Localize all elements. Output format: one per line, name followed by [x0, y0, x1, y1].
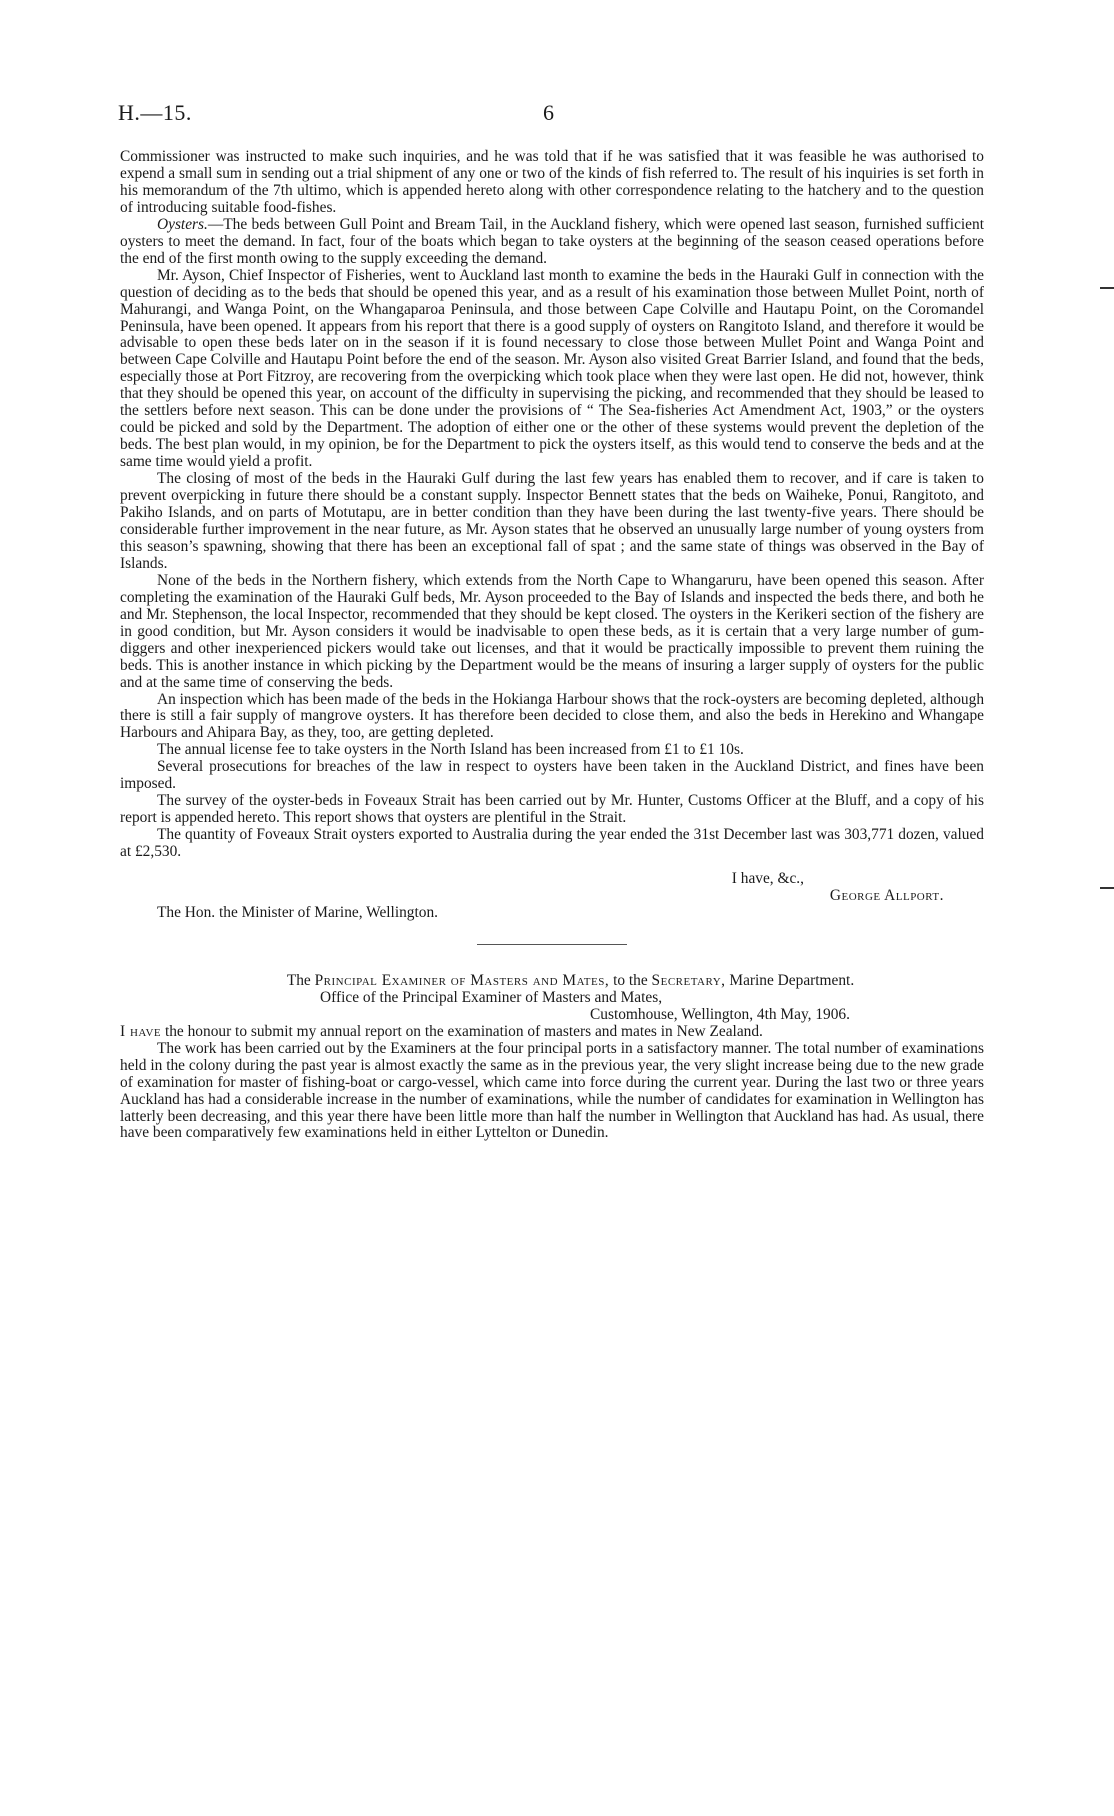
oysters-text: —The beds between Gull Point and Bream Tail, in the Auckland fishery, which were opened last season, furnished sufficient oysters to meet the demand. In fact, four of the boats which began to take oysters at the beginning of the season ceased operations before the end of the first month owing to the supply exceeding the demand. — [120, 215, 984, 267]
letter-heading — [120, 973, 984, 990]
heading-to-word: to the — [613, 971, 648, 989]
section-divider — [477, 944, 627, 945]
opening-text: the honour to submit my annual report on the examination of masters and mates in New Zealand. — [161, 1022, 763, 1040]
paragraph-export-quantity: The quantity of Foveaux Strait oysters exported to Australia during the year ended the 31st December last was 303,771 dozen, valued at £2,530. — [120, 826, 984, 861]
paragraph-opening — [120, 1024, 984, 1041]
opening-cap: I have — [120, 1022, 162, 1040]
recipient-line: The Hon. the Minister of Marine, Wellington. — [157, 903, 439, 921]
signoff-signature: George Allport. — [829, 886, 944, 904]
address-line-2: Customhouse, Wellington, 4th May, 1906. — [590, 1005, 850, 1023]
margin-mark — [1100, 287, 1114, 289]
paragraph-oysters — [120, 217, 984, 268]
paragraph-northern-fishery: None of the beds in the Northern fishery, which extends from the North Cape to Whangaruru, have been opened this season. After completing the examination of the Hauraki Gulf beds, Mr. Ayson proceeded to the Bay of Islands and inspected the beds there, and both he and Mr. Stephenson, the local Inspector, recommended that they should be kept closed. The oysters in the Kerikeri section of the fishery are in good condition, but Mr. Ayson considers it would be inadvisable to open these beds, as it is certain that a very large number of gum-diggers and other inexperienced pickers would take out licenses, and that it would be practically impossible to prevent them ruining the beds. This is another instance in which picking by the Department would be the means of insuring a larger supply of oysters for the public and at the same time of conserving the beds. — [120, 571, 984, 691]
document-reference: H.—15. — [118, 100, 192, 125]
margin-mark — [1100, 887, 1114, 889]
heading-from: Principal Examiner of Masters and Mates, — [314, 971, 610, 989]
paragraph-commissioner: Commissioner was instructed to make such inquiries, and he was told that if he was satisfied that it was feasible he was authorised to expend a small sum in sending out a trial shipment of any one or two of the kinds of fish referred to. The result of his inquiries is set forth in his memorandum of the 7th ultimo, which is appended hereto along with other correspondence relating to the hatchery and to the question of introducing suitable food-fishes. — [120, 148, 984, 216]
signoff-closing: I have, &c., — [731, 870, 804, 888]
paragraph-hauraki-closing: The closing of most of the beds in the Hauraki Gulf during the last few years has enabled them to recover, and if care is taken to prevent overpicking in future there should be a constant supply. Inspector Bennett states that the beds on Waiheke, Ponui, Rangitoto, and Pakiho Islands, and on parts of Motutapu, are in better condition than they have been during the last twenty-five years. There should be considerable further improvement in the near future, as Mr. Ayson states that he observed an unusually large number of young oysters from this season’s spawning, showing that there has been an exceptional fall of spat ; and the same state of things was observed in the Bay of Islands. — [120, 470, 984, 572]
page-header — [118, 100, 988, 130]
paragraph-hokianga: An inspection which has been made of the beds in the Hokianga Harbour shows that the rock-oysters are becoming depleted, although there is still a fair supply of mangrove oysters. It has therefore been decided to close them, and also the beds in Herekino and Whangape Harbours and Ahipara Bay, as they, too, are getting depleted. — [120, 690, 985, 742]
page-number: 6 — [543, 100, 554, 125]
heading-dept: Marine Department. — [729, 971, 855, 989]
oysters-heading: Oysters. — [157, 215, 208, 233]
heading-prefix: The — [286, 971, 311, 989]
paragraph-ayson: Mr. Ayson, Chief Inspector of Fisheries, went to Auckland last month to examine the beds in the Hauraki Gulf in connection with the question of deciding as to the beds that should be opened this year, and as a result of his examination those between Mullet Point, north of Mahurangi, and Wanga Point, on the Whangaparoa Peninsula, and those between Cape Colville and Hautapu Point, on the Coromandel Peninsula, have been opened. It appears from his report that there is a good supply of oysters on Rangitoto Island, and therefore it would be advisable to open these beds later on in the season if it is found necessary to close those between Mullet Point and Wanga Point and between Cape Colville and Hautapu Point before the end of the season. Mr. Ayson also visited Great Barrier Island, and found that the beds, especially those at Port Fitzroy, are recovering from the overpicking which took place when they were last open. He did not, however, think that they should be opened this year, on account of the difficulty in supervising the picking, and recommended that they should be leased to the settlers before next season. This can be done under the provisions of “ The Sea-fisheries Act Amendment Act, 1903,” or the oysters could be picked and sold by the Department. The adoption of either one or the other of these systems would prevent the depletion of the beds. The best plan would, in my opinion, be for the Department to pick the oysters itself, as this would tend to conserve the beds and at the same time would yield a profit. — [120, 266, 984, 471]
paragraph-prosecutions: Several prosecutions for breaches of the law in respect to oysters have been taken in the Auckland District, and fines have been imposed. — [120, 758, 984, 793]
paragraph-license-fee: The annual license fee to take oysters in the North Island has been increased from £1 to £1 10s. — [157, 741, 744, 759]
paragraph-foveaux-survey: The survey of the oyster-beds in Foveaux Strait has been carried out by Mr. Hunter, Customs Officer at the Bluff, and a copy of his report is appended hereto. This report shows that oysters are plentiful in the Strait. — [120, 792, 984, 827]
document-body — [120, 149, 984, 1142]
signoff — [120, 871, 984, 905]
paragraph-examinations: The work has been carried out by the Examiners at the four principal ports in a satisfactory manner. The total number of examinations held in the colony during the past year is almost exactly the same as in the previous year, the very slight increase being due to the new grade of examination for master of fishing-boat or cargo-vessel, which came into force during the current year. During the last two or three years Auckland has had a considerable increase in the number of examinations, while the number of candidates for examination in Wellington has latterly been decreasing, and this year there have been little more than half the number in Wellington that Auckland has had. As usual, there have been comparatively few examinations held in either Lyttelton or Dunedin. — [120, 1039, 984, 1142]
letter-address — [120, 990, 984, 1024]
heading-to: Secretary, — [651, 971, 726, 989]
address-line-1: Office of the Principal Examiner of Masters and Mates, — [320, 988, 663, 1006]
